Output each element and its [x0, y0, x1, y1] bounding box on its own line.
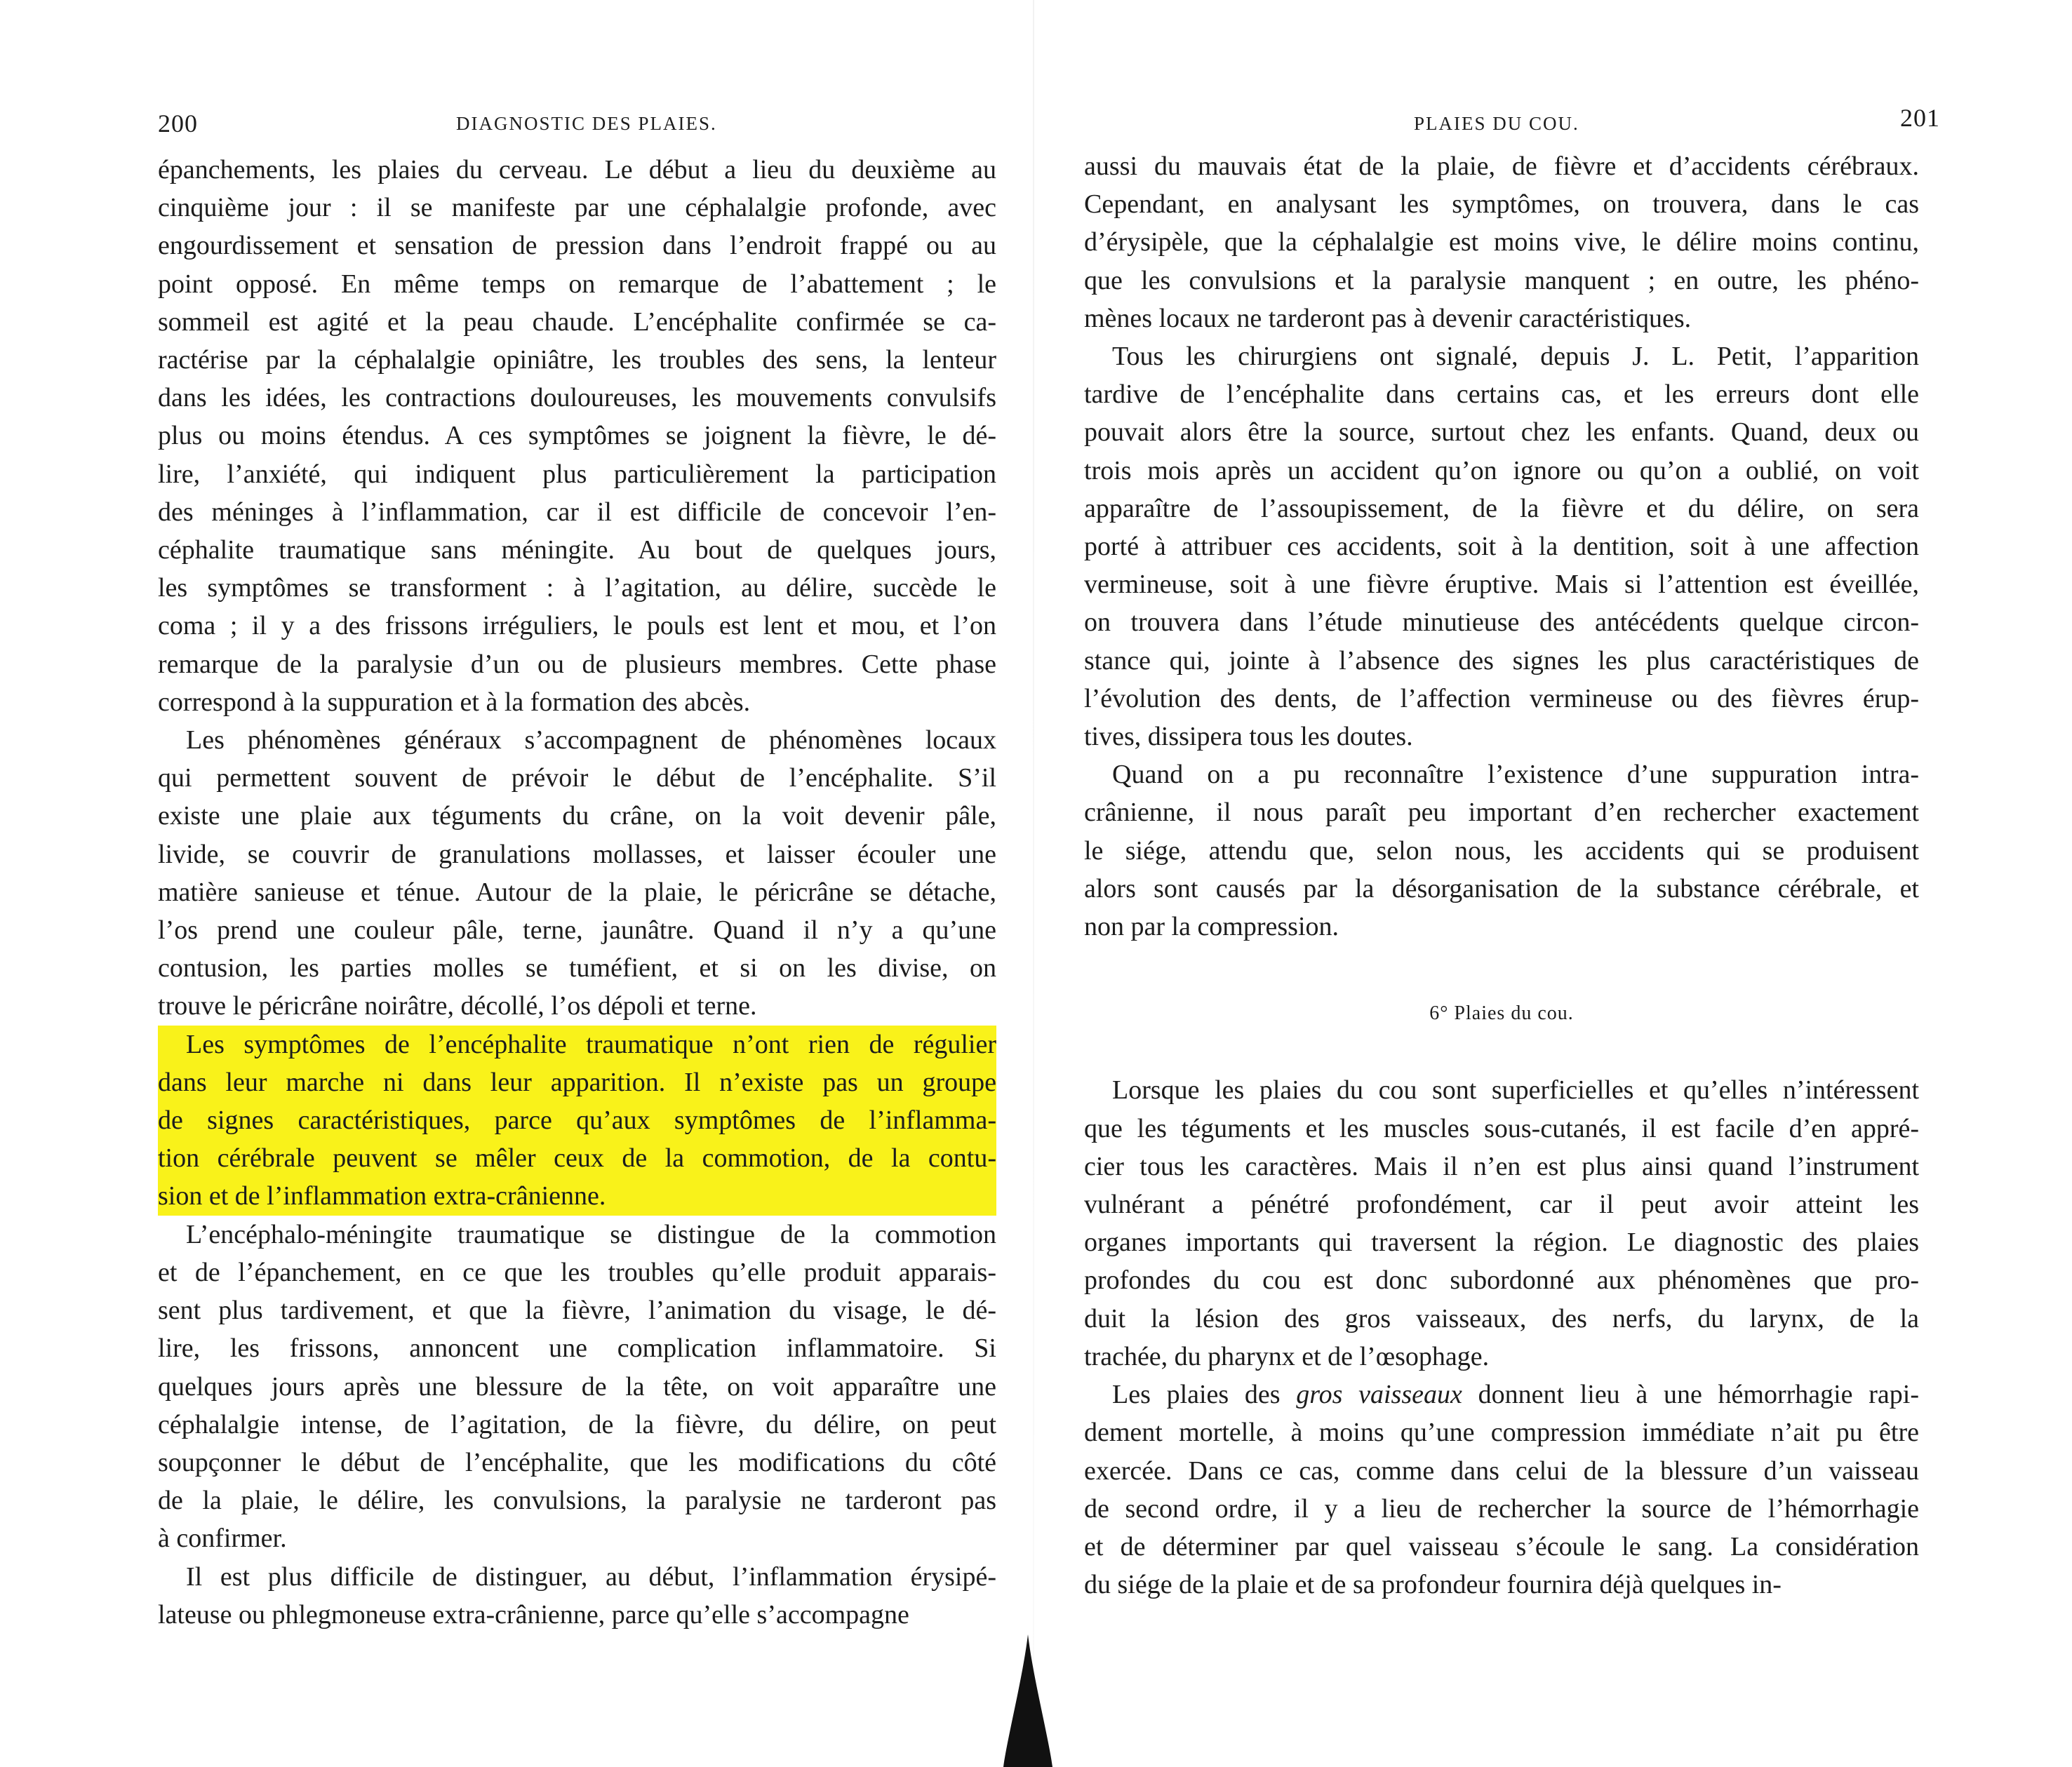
right-paragraphs-after [1084, 1071, 1919, 1604]
text-line: remarque de la paralysie d’un ou de plusieurs membres. Cette phase [158, 649, 996, 679]
text-line: profondes du cou est donc subordonné aux phénomènes que pro- [1084, 1265, 1919, 1296]
right-running-title: PLAIES DU COU. [1414, 113, 1579, 134]
text-line: dans leur marche ni dans leur apparition. Il n’existe pas un groupe [158, 1063, 996, 1101]
text-line: coma ; il y a des frissons irréguliers, le pouls est lent et mou, et l’on [158, 611, 996, 641]
text-line: tives, dissipera tous les doutes. [1084, 722, 1413, 752]
text-line: lire, les frissons, annoncent une complication inflammatoire. Si [158, 1333, 996, 1364]
left-page-number: 200 [158, 109, 198, 137]
text-line: d’érysipèle, que la céphalalgie est moins vive, le délire moins continu, [1084, 227, 1919, 257]
text-line: Les plaies des gros vaisseaux donnent lieu à une hémorrhagie rapi- [1112, 1380, 1919, 1410]
right-running-head [1084, 104, 1944, 144]
right-paragraphs-before [1084, 147, 1919, 946]
highlighted-paragraph [158, 1026, 996, 1216]
binding-shadow [1003, 1634, 1052, 1767]
left-running-head [140, 109, 1003, 144]
text-line: les symptômes se transforment : à l’agitation, au délire, succède le [158, 573, 996, 603]
paragraph [158, 1558, 996, 1634]
right-page-body [1084, 147, 1919, 1604]
text-line: dans les idées, les contractions douloureuses, les mouvements convulsifs [158, 383, 996, 413]
left-page [140, 0, 1003, 1767]
text-line: Les symptômes de l’encéphalite traumatique n’ont rien de régulier [158, 1026, 996, 1063]
text-line: le siége, attendu que, selon nous, les accidents qui se produisent [1084, 835, 1919, 866]
paragraph [1084, 1376, 1919, 1604]
text-line: que les téguments et les muscles sous-cutanés, il est facile d’en appré- [1084, 1113, 1919, 1143]
text-line: tion cérébrale peuvent se mêler ceux de la commotion, de la contu- [158, 1139, 996, 1177]
right-page-number: 201 [1900, 104, 1940, 132]
text-line: porté à attribuer ces accidents, soit à la dentition, soit à une affection [1084, 532, 1919, 562]
text-line: crânienne, il nous paraît peu important d’en rechercher exactement [1084, 798, 1919, 828]
text-line: de la plaie, le délire, les convulsions, la paralysie ne tarderont pas [158, 1486, 996, 1516]
text-line: Les phénomènes généraux s’accompagnent de phénomènes locaux [186, 725, 996, 755]
text-line: l’évolution des dents, de l’affection vermineuse ou des fièvres érup- [1084, 683, 1919, 713]
text-line: soupçonner le début de l’encéphalite, que les modifications du côté [158, 1447, 996, 1477]
text-line: apparaître de l’assoupissement, de la fièvre et du délire, on sera [1084, 493, 1919, 523]
text-line: à confirmer. [158, 1524, 287, 1554]
text-line: céphalite traumatique sans méningite. Au bout de quelques jours, [158, 535, 996, 565]
text-line: cier tous les caractères. Mais il n’en est plus ainsi quand l’instrument [1084, 1151, 1919, 1181]
text-line: quelques jours après une blessure de la tête, on voit apparaître une [158, 1371, 996, 1402]
text-line: Quand on a pu reconnaître l’existence d’une suppuration intra- [1112, 760, 1919, 790]
text-line: trouve le péricrâne noirâtre, décollé, l’os dépoli et terne. [158, 991, 757, 1021]
text-line: vulnérant a pénétré profondément, car il peut avoir atteint les [1084, 1190, 1919, 1220]
text-line: lateuse ou phlegmoneuse extra-crânienne, parce qu’elle s’accompagne [158, 1599, 909, 1630]
text-line: trois mois après un accident qu’on ignore ou qu’on a oublié, on voit [1084, 455, 1919, 485]
text-line: que les convulsions et la paralysie manquent ; en outre, les phéno- [1084, 265, 1919, 295]
text-line: Il est plus difficile de distinguer, au début, l’inflammation érysipé- [186, 1561, 996, 1592]
text-line: tardive de l’encéphalite dans certains cas, et les erreurs dont elle [1084, 379, 1919, 410]
right-page [1084, 0, 1944, 1767]
text-line: stance qui, jointe à l’absence des signes les plus caractéristiques de [1084, 645, 1919, 676]
text-line: vermineuse, soit à une fièvre éruptive. Mais si l’attention est éveillée, [1084, 570, 1919, 600]
text-line: du siége de la plaie et de sa profondeur fournira déjà quelques in- [1084, 1570, 1782, 1600]
text-line: L’encéphalo-méningite traumatique se distingue de la commotion [186, 1219, 996, 1249]
text-line: Lorsque les plaies du cou sont superficielles et qu’elles n’intéressent [1112, 1075, 1919, 1106]
text-line: non par la compression. [1084, 912, 1339, 942]
text-line: dement mortelle, à moins qu’une compression immédiate n’ait pu être [1084, 1418, 1919, 1448]
text-line: céphalalgie intense, de l’agitation, de la fièvre, du délire, on peut [158, 1409, 996, 1439]
text-line: plus ou moins étendus. A ces symptômes se joignent la fièvre, le dé- [158, 421, 996, 451]
text-line: sent plus tardivement, et que la fièvre, l’animation du visage, le dé- [158, 1296, 996, 1326]
text-line: des méninges à l’inflammation, car il est difficile de concevoir l’en- [158, 497, 996, 527]
paragraph [1084, 755, 1919, 946]
text-line: mènes locaux ne tarderont pas à devenir caractéristiques. [1084, 303, 1692, 333]
text-line: correspond à la suppuration et à la formation des abcès. [158, 687, 751, 717]
text-line: épanchements, les plaies du cerveau. Le début a lieu du deuxième au [158, 155, 996, 184]
text-line: de second ordre, il y a lieu de rechercher la source de l’hémorrhagie [1084, 1493, 1919, 1524]
gutter-line [1033, 0, 1034, 1767]
text-line: de signes caractéristiques, parce qu’aux symptômes de l’inflamma- [158, 1101, 996, 1139]
text-line: et de déterminer par quel vaisseau s’écoule le sang. La considération [1084, 1531, 1919, 1561]
text-line: aussi du mauvais état de la plaie, de fièvre et d’accidents cérébraux. [1084, 152, 1919, 181]
text-line: lire, l’anxiété, qui indiquent plus particulièrement la participation [158, 459, 996, 489]
paragraph [158, 1216, 996, 1558]
text-line: point opposé. En même temps on remarque de l’abattement ; le [158, 269, 996, 299]
text-line: sommeil est agité et la peau chaude. L’encéphalite confirmée se ca- [158, 307, 996, 337]
paragraph [1084, 147, 1919, 337]
paragraph [1084, 1071, 1919, 1376]
text-line: Cependant, en analysant les symptômes, on trouvera, dans le cas [1084, 189, 1919, 220]
text-line: Tous les chirurgiens ont signalé, depuis J. L. Petit, l’apparition [1112, 342, 1919, 372]
italic-term: gros vaisseaux [1296, 1380, 1462, 1410]
text-line: sion et de l’inflammation extra-crânienne. [158, 1177, 996, 1215]
text-line: livide, se couvrir de granulations mollasses, et laisser écouler une [158, 839, 996, 869]
text-line: ractérise par la céphalalgie opiniâtre, les troubles des sens, la lenteur [158, 345, 996, 375]
text-line: duit la lésion des gros vaisseaux, des nerfs, du larynx, de la [1084, 1303, 1919, 1333]
paragraph [1084, 337, 1919, 755]
text-line: pouvait alors être la source, surtout chez les enfants. Quand, deux ou [1084, 417, 1919, 448]
text-line: matière sanieuse et ténue. Autour de la plaie, le péricrâne se détache, [158, 877, 996, 907]
text-line: existe une plaie aux téguments du crâne, on la voit devenir pâle, [158, 801, 996, 831]
paragraph [158, 721, 996, 1026]
text-line: organes importants qui traversent la région. Le diagnostic des plaies [1084, 1228, 1919, 1258]
text-line: trachée, du pharynx et de l’œsophage. [1084, 1341, 1490, 1371]
text-line: et de l’épanchement, en ce que les troubles qu’elle produit apparais- [158, 1257, 996, 1287]
left-page-body [158, 151, 996, 1634]
text-line: engourdissement et sensation de pression dans l’endroit frappé ou au [158, 231, 996, 261]
text-line: exercée. Dans ce cas, comme dans celui de la blessure d’un vaisseau [1084, 1456, 1919, 1486]
text-line: alors sont causés par la désorganisation de la substance cérébrale, et [1084, 873, 1919, 903]
text-line: l’os prend une couleur pâle, terne, jaunâtre. Quand il n’y a qu’une [158, 915, 996, 946]
paragraph [158, 151, 996, 721]
text-line: cinquième jour : il se manifeste par une céphalalgie profonde, avec [158, 193, 996, 223]
text-line: qui permettent souvent de prévoir le début de l’encéphalite. S’il [158, 763, 996, 793]
text-line: contusion, les parties molles se tuméfient, et si on les divise, on [158, 953, 996, 983]
text-line: on trouvera dans l’étude minutieuse des antécédents quelque circon- [1084, 607, 1919, 638]
left-running-title: DIAGNOSTIC DES PLAIES. [456, 113, 717, 134]
section-heading: 6° Plaies du cou. [1429, 1002, 1574, 1025]
